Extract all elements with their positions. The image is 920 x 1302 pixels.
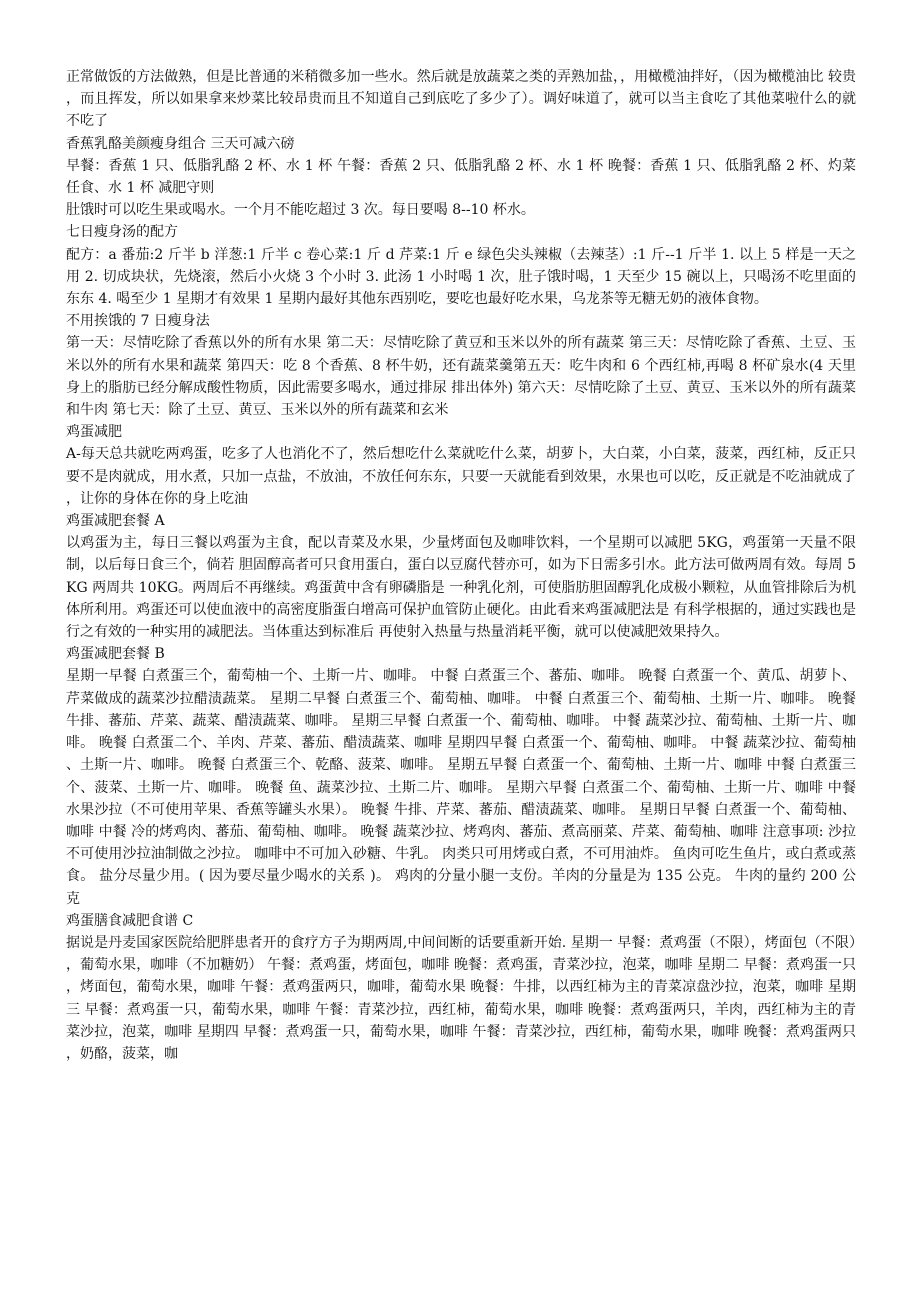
section-heading-no-hunger-plan: 不用挨饿的 7 日瘦身法 — [66, 313, 210, 330]
egg-menu-c-body: 据说是丹麦国家医院给肥胖患者开的食疗方子为期两周,中间间断的话要重新开始. 星期一 早餐：煮鸡蛋（不限），烤面包（不限），葡萄水果，咖啡（不加糖奶） 午餐：煮鸡蛋，烤面包，咖啡 晚餐：煮鸡蛋，青菜沙拉，泡菜，咖啡 星期二 早餐：煮鸡蛋一只，烤面包，葡萄水果，咖啡 午餐：煮鸡蛋两只，咖啡，葡萄水果 晚餐：牛排，以西红柿为主的青菜凉盘沙拉，泡菜，咖啡 星期三 早餐：煮鸡蛋一只，葡萄水果，咖啡 午餐：青菜沙拉，西红柿，葡萄水果，咖啡 晚餐：煮鸡蛋两只，羊肉，西红柿为主的青菜沙拉，泡菜，咖啡 星期四 早餐：煮鸡蛋一只，葡萄水果，咖啡 午餐：青菜沙拉，西红柿，葡萄水果，咖啡 晚餐：煮鸡蛋两只，奶酪，菠菜，咖 — [66, 934, 856, 1062]
egg-set-a-body: 以鸡蛋为主，每日三餐以鸡蛋为主食，配以青菜及水果，少量烤面包及咖啡饮料，一个星期可以减肥 5KG，鸡蛋第一天量不限制，以后每日食三个，倘若 胆固醇高者可只食用蛋白，蛋白以豆腐代替亦可，如为下日需多引水。此方法可做两周有效。每周 5KG 两周共 10KG。两周后不再继续。鸡蛋黄中含有卵磷脂是 一种乳化剂，可使脂肪胆固醇乳化成极小颗粒，从血管排除后为机体所利用。鸡蛋还可以使血液中的高密度脂蛋白增高可保护血管防止硬化。由此看来鸡蛋减肥法是 有科学根据的，通过实践也是行之有效的一种实用的减肥法。当体重达到标准后 再使射入热量与热量消耗平衡，就可以使减肥效果持久。 — [66, 535, 856, 641]
banana-yogurt-menu: 早餐：香蕉 1 只、低脂乳酪 2 杯、水 1 杯 午餐：香蕉 2 只、低脂乳酪 2 杯、水 1 杯 晚餐：香蕉 1 只、低脂乳酪 2 杯、灼菜任食、水 1 杯 减肥守则 — [66, 157, 856, 197]
seven-day-soup-recipe: 配方：a 番茄:2 斤半 b 洋葱:1 斤半 c 卷心菜:1 斤 d 芹菜:1 斤 e 绿色尖头辣椒（去辣茎）:1 斤--1 斤半 1. 以上 5 样是一天之用 2. 切成块状，先烧滚，然后小火烧 3 个小时 3. 此汤 1 小时喝 1 次，肚子饿时喝，1 天至少 15 碗以上，只喝汤不吃里面的东东 4. 喝至少 1 星期才有效果 1 星期内最好其他东西别吃，要吃也最好吃水果，乌龙茶等无糖无奶的液体食物。 — [66, 246, 856, 308]
section-heading-banana-yogurt: 香蕉乳酪美颜瘦身组合 三天可减六磅 — [66, 135, 295, 152]
no-hunger-plan-body: 第一天：尽情吃除了香蕉以外的所有水果 第二天：尽情吃除了黄豆和玉米以外的所有蔬菜 第三天：尽情吃除了香蕉、土豆、玉米以外的所有水果和蔬菜 第四天：吃 8 个香蕉、8 杯牛奶，还有蔬菜羹第五天：吃牛肉和 6 个西红柿,再喝 8 杯矿泉水(4 天里身上的脂肪已经分解成酸性物质，因此需要多喝水，通过排尿 排出体外) 第六天：尽情吃除了土豆、黄豆、玉米以外的所有蔬菜和牛肉 第七天：除了土豆、黄豆、玉米以外的所有蔬菜和玄米 — [66, 335, 856, 419]
section-heading-egg-set-b: 鸡蛋减肥套餐 B — [66, 646, 165, 663]
egg-diet-body: A-每天总共就吃两鸡蛋，吃多了人也消化不了，然后想吃什么菜就吃什么菜，胡萝卜，大白菜，小白菜，菠菜，西红柿，反正只要不是肉就成，用水煮，只加一点盐，不放油，不放任何东东，只要一天就能看到效果，水果也可以吃，反正就是不吃油就成了，让你的身体在你的身上吃油 — [66, 446, 856, 507]
egg-set-b-body: 星期一早餐 白煮蛋三个，葡萄柚一个、土斯一片、咖啡。 中餐 白煮蛋三个、蕃茄、咖啡。 晚餐 白煮蛋一个、黄瓜、胡萝卜、芹菜做成的蔬菜沙拉醋渍蔬菜。 星期二早餐 白煮蛋三个、葡萄柚、咖啡。 中餐 白煮蛋三个、葡萄柚、土斯一片、咖啡。 晚餐 牛排、蕃茄、芹菜、蔬菜、醋渍蔬菜、咖啡。 星期三早餐 白煮蛋一个、葡萄柚、咖啡。 中餐 蔬菜沙拉、葡萄柚、土斯一片、咖啡。 晚餐 白煮蛋二个、羊肉、芹菜、蕃茄、醋渍蔬菜、咖啡 星期四早餐 白煮蛋一个、葡萄柚、咖啡。 中餐 蔬菜沙拉、葡萄柚、土斯一片、咖啡。 晚餐 白煮蛋三个、乾酪、菠菜、咖啡。 星期五早餐 白煮蛋一个、葡萄柚、土斯一片、咖啡 中餐 白煮蛋三个、菠菜、土斯一片、咖啡。 晚餐 鱼、蔬菜沙拉、土斯二片、咖啡。 星期六早餐 白煮蛋二个、葡萄柚、土斯一片、咖啡 中餐 水果沙拉（不可使用苹果、香蕉等罐头水果）。 晚餐 牛排、芹菜、蕃茄、醋渍蔬菜、咖啡。 星期日早餐 白煮蛋一个、葡萄柚、咖啡 中餐 冷的烤鸡肉、蕃茄、葡萄柚、咖啡。 晚餐 蔬菜沙拉、烤鸡肉、蕃茄、煮高丽菜、芹菜、葡萄柚、咖啡 注意事项: 沙拉不可使用沙拉油制做之沙拉。 咖啡中不可加入砂糖、牛乳。 肉类只可用烤或白煮，不可用油炸。 鱼肉可吃生鱼片，或白煮或蒸食。 盐分尽量少用。( 因为要尽量少喝水的关系 )。 鸡肉的分量小腿一支份。羊肉的分量是为 135 公克。 牛肉的量约 200 公克 — [66, 668, 856, 907]
intro-paragraph: 正常做饭的方法做熟，但是比普通的米稍微多加一些水。然后就是放蔬菜之类的弄熟加盐，，用橄榄油拌好，（因为橄榄油比 较贵，而且挥发，所以如果拿来炒菜比较昂贵而且不知道自己到底吃了多少了）。调好味道了，就可以当主食吃了其他菜啦什么的就不吃了 — [66, 69, 856, 130]
section-heading-egg-diet: 鸡蛋减肥 — [66, 424, 122, 441]
section-heading-egg-set-a: 鸡蛋减肥套餐 A — [66, 513, 165, 530]
section-heading-egg-menu-c: 鸡蛋膳食减肥食谱 C — [66, 912, 194, 929]
section-heading-seven-day-soup: 七日瘦身汤的配方 — [66, 224, 178, 241]
banana-yogurt-rules: 肚饿时可以吃生果或喝水。一个月不能吃超过 3 次。每日要喝 8--10 杯水。 — [66, 202, 535, 219]
document-page — [66, 66, 856, 1065]
